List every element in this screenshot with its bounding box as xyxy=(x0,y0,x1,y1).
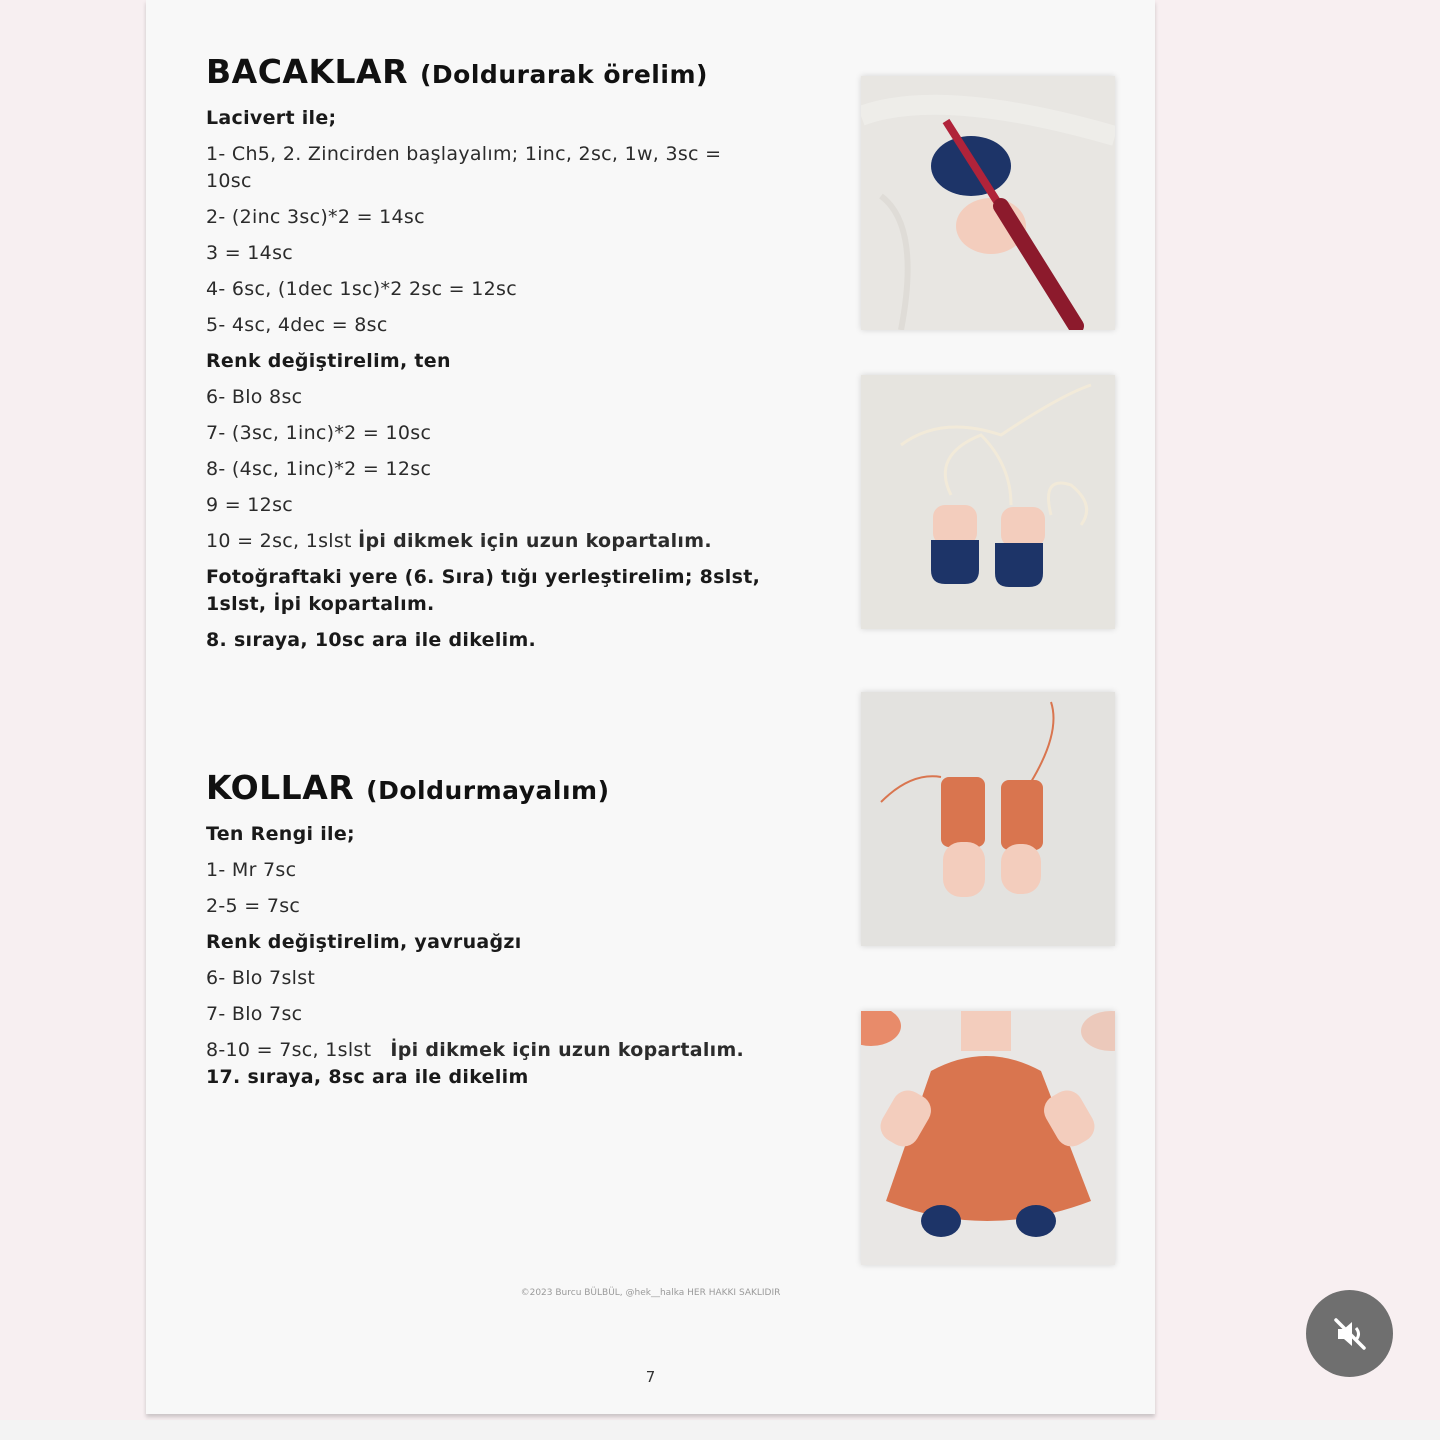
pattern-line: 4- 6sc, (1dec 1sc)*2 2sc = 12sc xyxy=(206,278,517,300)
arms-heading xyxy=(206,768,806,807)
arms-title: KOLLAR xyxy=(206,768,355,807)
pattern-line: Renk değiştirelim, yavruağzı xyxy=(206,931,522,953)
mute-toggle-button[interactable] xyxy=(1306,1290,1393,1377)
background-left xyxy=(0,0,146,1440)
arms-section xyxy=(206,768,806,1100)
document-page xyxy=(146,0,1155,1414)
pattern-line xyxy=(206,528,806,555)
pattern-line xyxy=(206,1037,806,1064)
pattern-line: 2- (2inc 3sc)*2 = 14sc xyxy=(206,206,425,228)
legs-subtitle: (Doldurarak örelim) xyxy=(420,60,708,89)
background-right xyxy=(1155,0,1440,1440)
pattern-line: 8- (4sc, 1inc)*2 = 12sc xyxy=(206,458,432,480)
pattern-line: 1- Ch5, 2. Zincirden başlayalım; 1inc, 2sc, 1w, 3sc = xyxy=(206,143,722,165)
speaker-muted-icon xyxy=(1330,1314,1370,1354)
pattern-line: Ten Rengi ile; xyxy=(206,823,355,845)
pattern-line: 10sc xyxy=(206,170,252,192)
pattern-line: 1- Mr 7sc xyxy=(206,859,297,881)
crochet-legs-pair-photo xyxy=(861,375,1115,629)
page-number: 7 xyxy=(645,1368,656,1386)
pattern-line-start: 10 = 2sc, 1slst xyxy=(206,530,352,552)
copyright-notice: ©2023 Burcu BÜLBÜL, @hek__halka HER HAKKI SAKLIDIR xyxy=(520,1288,781,1298)
pattern-line: 5- 4sc, 4dec = 8sc xyxy=(206,314,388,336)
pattern-line-start: 8-10 = 7sc, 1slst xyxy=(206,1039,372,1061)
pattern-line: 2-5 = 7sc xyxy=(206,895,301,917)
crochet-doll-body-photo xyxy=(861,1011,1115,1265)
crochet-arms-pair-photo xyxy=(861,692,1115,946)
pattern-line-note: İpi dikmek için uzun kopartalım. xyxy=(390,1039,745,1061)
pattern-line: Lacivert ile; xyxy=(206,107,337,129)
pattern-line: 8. sıraya, 10sc ara ile dikelim. xyxy=(206,629,537,651)
arms-subtitle: (Doldurmayalım) xyxy=(366,776,610,805)
pattern-line-note: İpi dikmek için uzun kopartalım. xyxy=(358,530,712,552)
legs-title: BACAKLAR xyxy=(206,52,408,91)
legs-section xyxy=(206,52,806,663)
background-bottom xyxy=(0,1420,1440,1440)
pattern-line: 7- Blo 7sc xyxy=(206,1003,303,1025)
pattern-line: 7- (3sc, 1inc)*2 = 10sc xyxy=(206,422,432,444)
pattern-line: 9 = 12sc xyxy=(206,494,294,516)
pattern-line: Renk değiştirelim, ten xyxy=(206,350,451,372)
legs-heading xyxy=(206,52,806,91)
pattern-line: Fotoğraftaki yere (6. Sıra) tığı yerleştirelim; 8slst, xyxy=(206,566,761,588)
pattern-line: 1slst, İpi kopartalım. xyxy=(206,593,435,615)
pattern-line: 6- Blo 7slst xyxy=(206,967,316,989)
pattern-line: 17. sıraya, 8sc ara ile dikelim xyxy=(206,1066,529,1088)
crochet-hook-navy-foot-photo xyxy=(861,76,1115,330)
pattern-line: 6- Blo 8sc xyxy=(206,386,303,408)
pattern-line: 3 = 14sc xyxy=(206,242,294,264)
